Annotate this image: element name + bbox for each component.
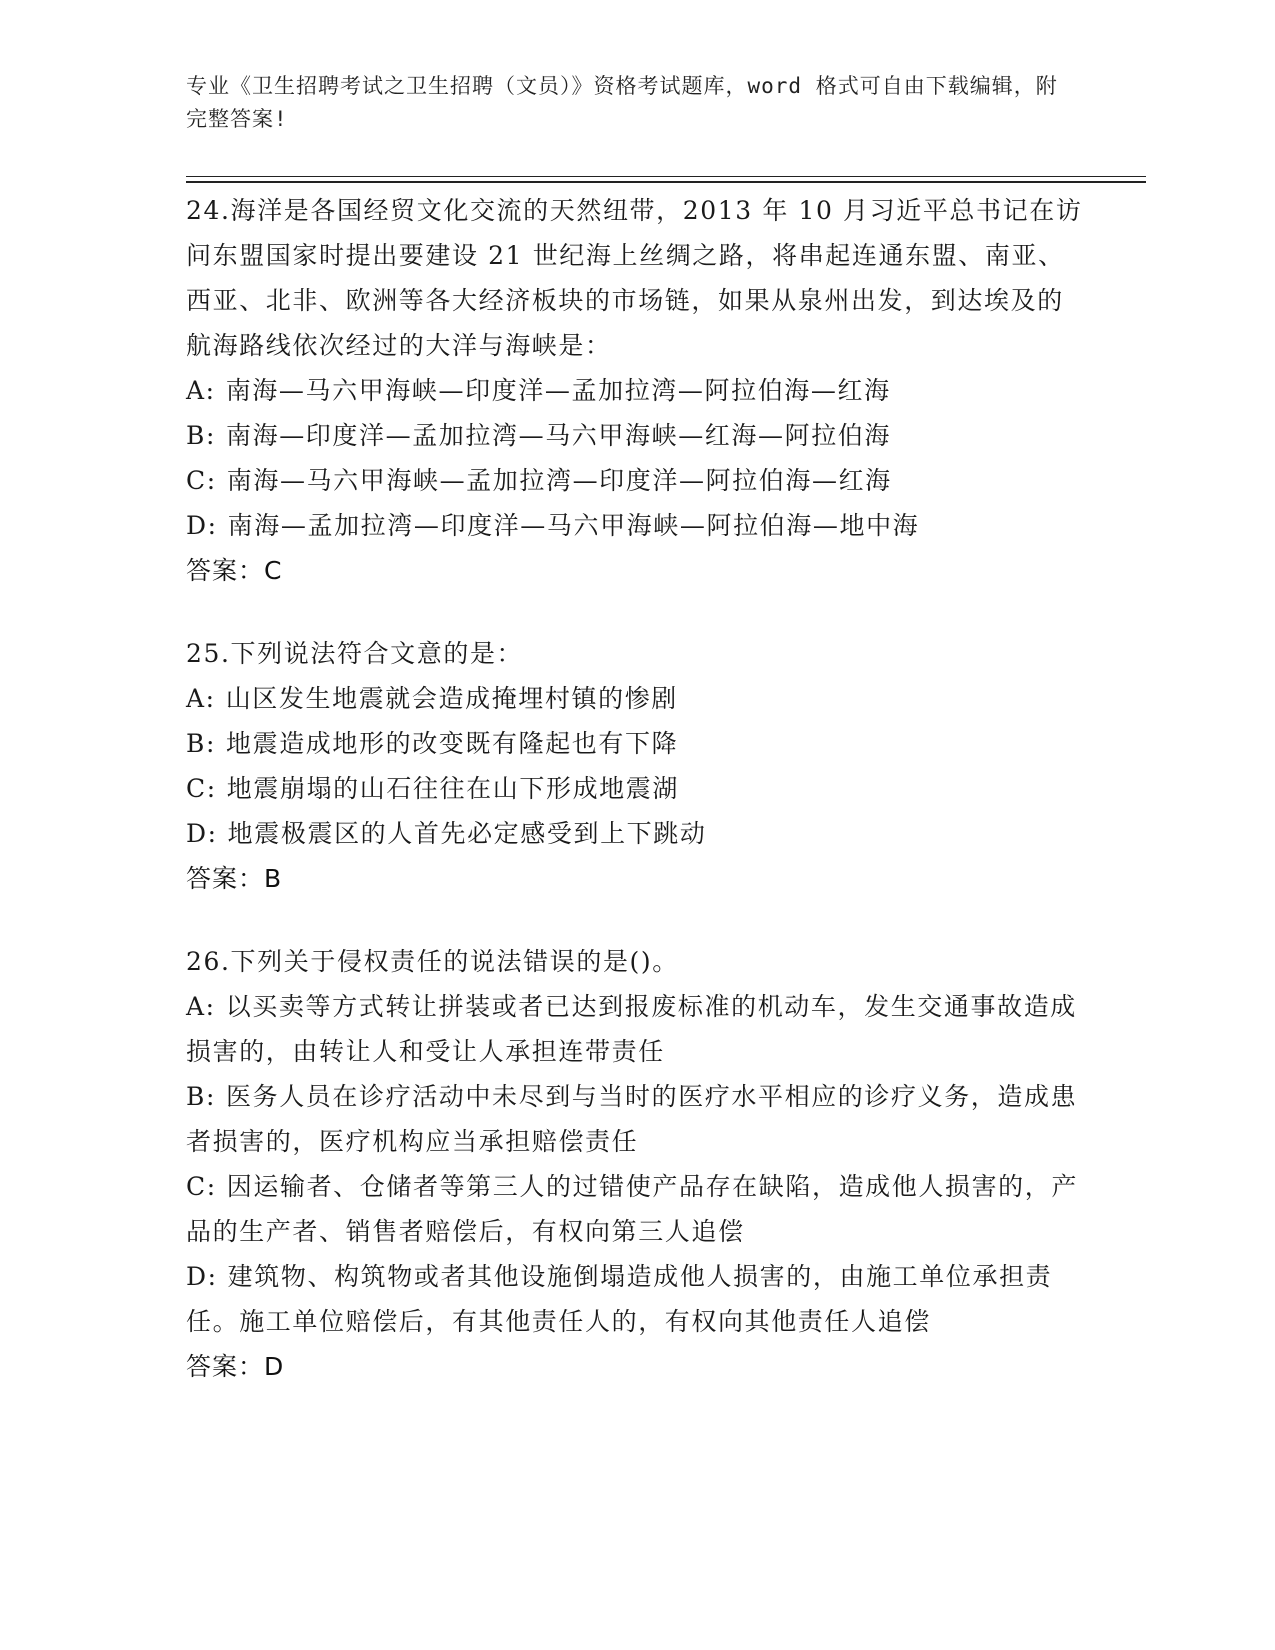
option-text: 山区发生地震就会造成掩埋村镇的惨剧 <box>225 684 678 713</box>
option-a <box>186 984 1086 1074</box>
option-label: C: <box>186 466 217 495</box>
question-stem: 26.下列关于侵权责任的说法错误的是()。 <box>186 947 679 976</box>
option-text: 地震造成地形的改变既有隆起也有下降 <box>226 729 679 758</box>
header-divider-thick <box>186 181 1146 183</box>
question-25 <box>186 631 1086 901</box>
answer-line: 答案：B <box>186 864 283 893</box>
option-label: A: <box>186 992 216 1021</box>
option-label: D: <box>186 1262 218 1291</box>
option-label: A: <box>186 376 216 405</box>
option-label: C: <box>186 774 217 803</box>
question-list <box>186 188 1086 1427</box>
option-a <box>186 676 1086 721</box>
option-text: 因运输者、仓储者等第三人的过错使产品存在缺陷，造成他人损害的，产品的生产者、销售者赔偿后，有权向第三人追偿 <box>186 1172 1078 1246</box>
question-stem: 25.下列说法符合文意的是： <box>186 639 524 668</box>
option-d <box>186 811 1086 856</box>
option-text: 以买卖等方式转让拼装或者已达到报废标准的机动车，发生交通事故造成损害的，由转让人和受让人承担连带责任 <box>186 992 1077 1066</box>
option-label: D: <box>186 511 218 540</box>
option-b <box>186 413 1086 458</box>
question-26 <box>186 939 1086 1389</box>
option-c <box>186 1164 1086 1254</box>
option-d <box>186 503 1086 548</box>
option-label: D: <box>186 819 218 848</box>
option-label: C: <box>186 1172 217 1201</box>
option-text: 南海—马六甲海峡—印度洋—孟加拉湾—阿拉伯海—红海 <box>225 376 891 405</box>
document-header: 专业《卫生招聘考试之卫生招聘（文员）》资格考试题库，word 格式可自由下载编辑，附完整答案! <box>186 74 1058 131</box>
option-text: 南海—马六甲海峡—孟加拉湾—印度洋—阿拉伯海—红海 <box>226 466 892 495</box>
option-text: 地震崩塌的山石往往在山下形成地震湖 <box>226 774 679 803</box>
option-label: B: <box>186 421 216 450</box>
question-stem: 24.海洋是各国经贸文化交流的天然纽带，2013 年 10 月习近平总书记在访问东盟国家时提出要建设 21 世纪海上丝绸之路，将串起连通东盟、南亚、西亚、北非、欧洲等各大经济板块的市场链，如果从泉州出发，到达埃及的航海路线依次经过的大洋与海峡是： <box>186 196 1083 360</box>
option-label: B: <box>186 1082 216 1111</box>
option-text: 建筑物、构筑物或者其他设施倒塌造成他人损害的，由施工单位承担责任。施工单位赔偿后，有其他责任人的，有权向其他责任人追偿 <box>186 1262 1053 1336</box>
option-label: A: <box>186 684 216 713</box>
option-b <box>186 721 1086 766</box>
header-divider-thin <box>186 176 1146 177</box>
option-c <box>186 766 1086 811</box>
option-text: 医务人员在诊疗活动中未尽到与当时的医疗水平相应的诊疗义务，造成患者损害的，医疗机构应当承担赔偿责任 <box>186 1082 1078 1156</box>
option-text: 南海—孟加拉湾—印度洋—马六甲海峡—阿拉伯海—地中海 <box>227 511 920 540</box>
option-text: 南海—印度洋—孟加拉湾—马六甲海峡—红海—阿拉伯海 <box>226 421 892 450</box>
answer-line: 答案：C <box>186 556 283 585</box>
option-a <box>186 368 1086 413</box>
option-c <box>186 458 1086 503</box>
option-label: B: <box>186 729 216 758</box>
answer-line: 答案：D <box>186 1352 285 1381</box>
option-text: 地震极震区的人首先必定感受到上下跳动 <box>227 819 707 848</box>
question-24 <box>186 188 1086 593</box>
option-b <box>186 1074 1086 1164</box>
option-d <box>186 1254 1086 1344</box>
